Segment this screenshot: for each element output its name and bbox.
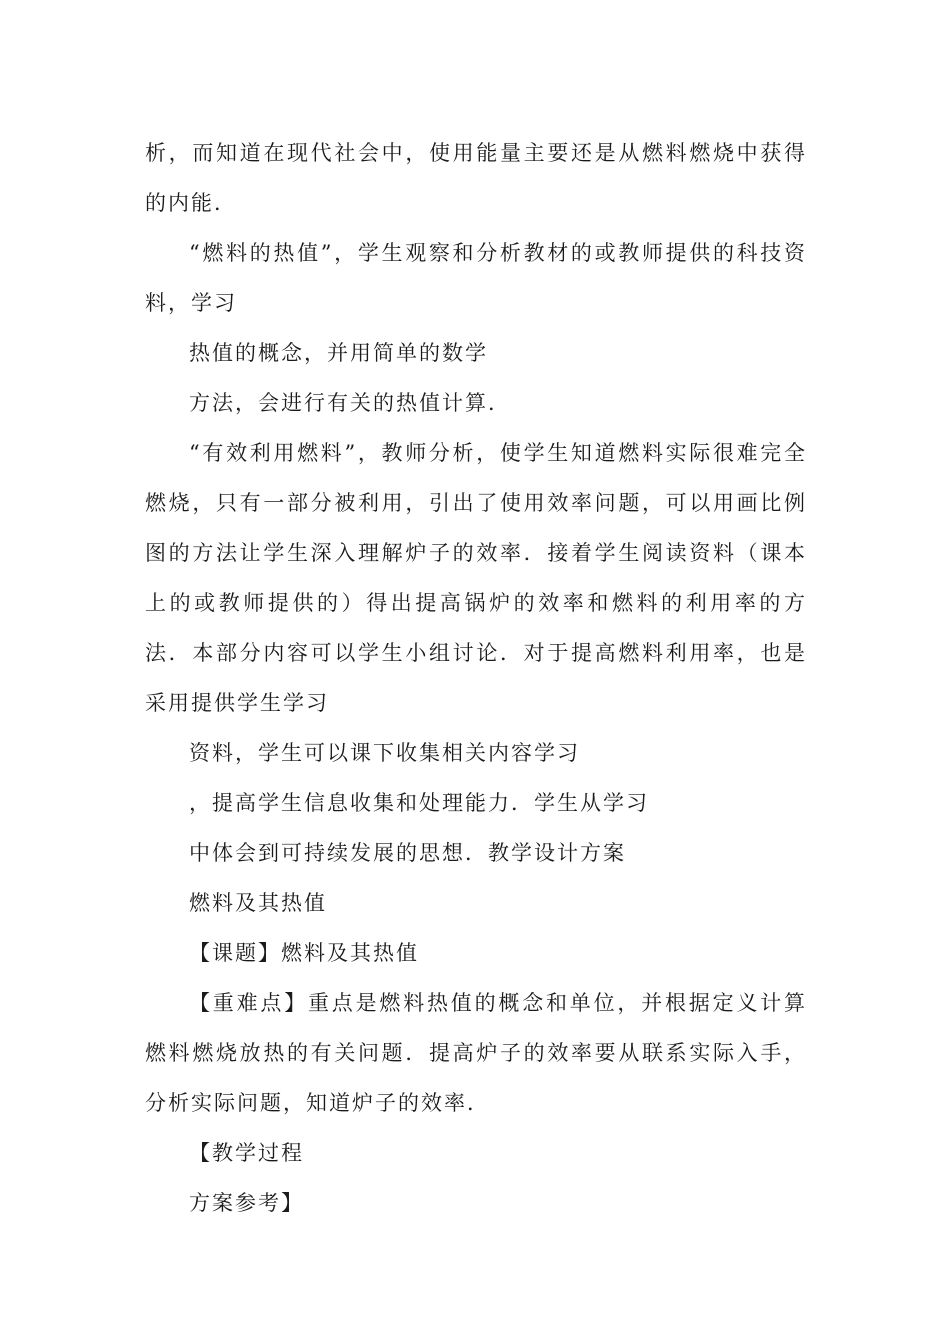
paragraph-plan-reference: 方案参考】: [189, 1191, 304, 1215]
paragraph-lesson-topic: 【课题】燃料及其热值: [189, 941, 419, 965]
paragraph-effective-use: “有效利用燃料”，教师分析，使学生知道燃料实际很难完全燃烧，只有一部分被利用，引出了使用效率问题，可以用画比例图的方法让学生深入理解炉子的效率．接着学生阅读资料（课本上的或教师提供的）得出提高锅炉的效率和燃料的利用率的方法．本部分内容可以学生小组讨论．对于提高燃料利用率，也是采用提供学生学习: [145, 441, 807, 715]
paragraph-heat-value-concept: 热值的概念，并用简单的数学: [189, 341, 488, 365]
paragraph-teaching-process: 【教学过程: [189, 1141, 304, 1165]
paragraph-ability: ，提高学生信息收集和处理能力．学生从学习: [189, 791, 649, 815]
paragraph-heat-value-calc: 方法，会进行有关的热值计算．: [189, 391, 511, 415]
paragraph-continuation: 析，而知道在现代社会中，使用能量主要还是从燃料燃烧中获得的内能．: [145, 141, 807, 215]
paragraph-materials: 资料，学生可以课下收集相关内容学习: [189, 741, 580, 765]
paragraph-topic-title: 燃料及其热值: [189, 891, 327, 915]
paragraph-sustainable: 中体会到可持续发展的思想．教学设计方案: [189, 841, 626, 865]
paragraph-fuel-heat-value: “燃料的热值”，学生观察和分析教材的或教师提供的科技资料，学习: [145, 241, 807, 315]
paragraph-key-points: 【重难点】重点是燃料热值的概念和单位，并根据定义计算燃料燃烧放热的有关问题．提高炉子的效率要从联系实际入手，分析实际问题，知道炉子的效率．: [145, 991, 807, 1115]
document-body: [145, 128, 807, 1228]
